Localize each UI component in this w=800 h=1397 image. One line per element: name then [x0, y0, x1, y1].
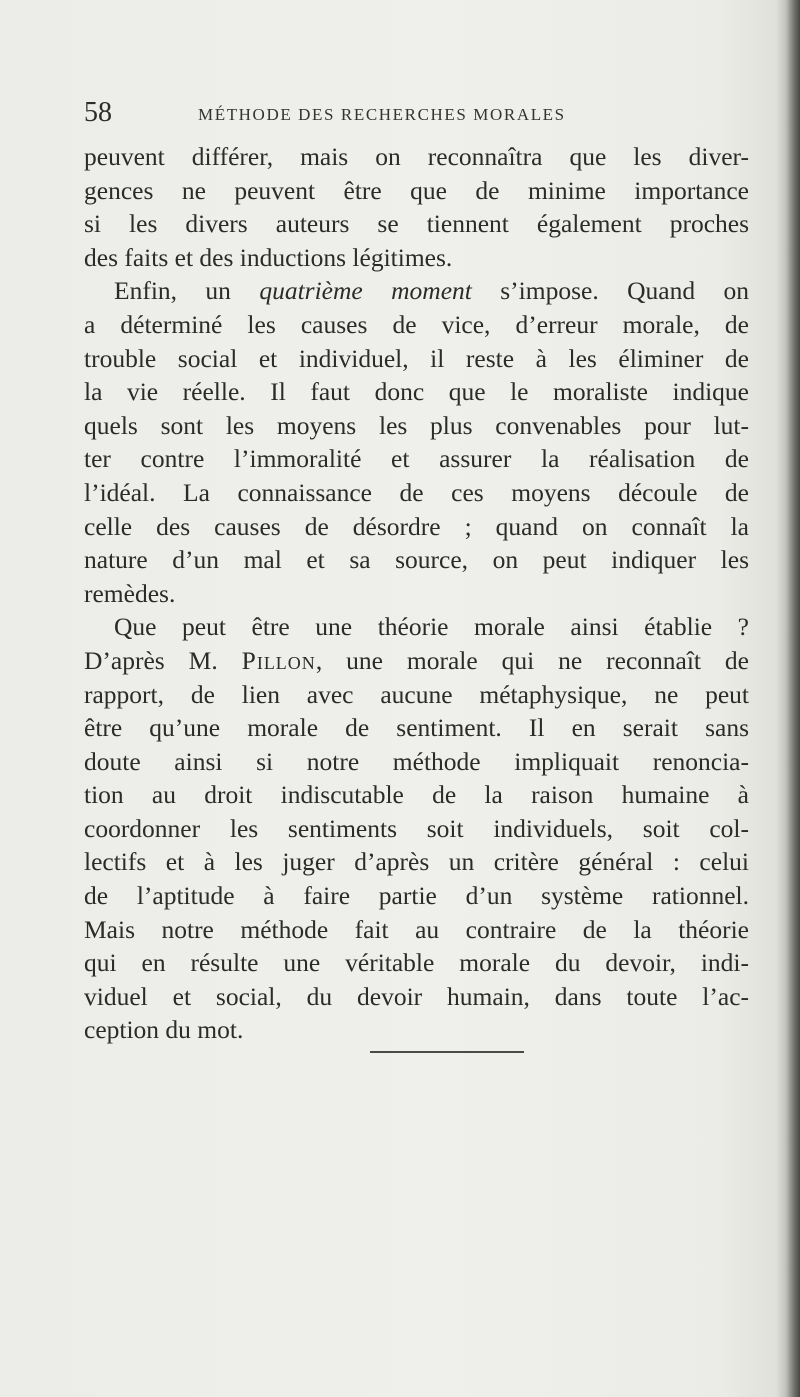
page-header: [84, 96, 740, 130]
text-run: , une morale qui ne reconnaît de: [315, 645, 750, 675]
text-line: trouble social et individuel, il reste à les éliminer de: [84, 343, 749, 373]
text-line: remèdes.: [84, 578, 176, 608]
text-line: la vie réelle. Il faut donc que le moraliste indique: [84, 377, 749, 407]
text-line: [84, 644, 749, 678]
text-line: de l’aptitude à faire partie d’un système rationnel.: [84, 881, 749, 911]
page-binding-edge: [776, 0, 800, 1397]
text-run: D’après M.: [84, 645, 242, 675]
author-name: Pillon: [241, 645, 316, 675]
italic-emphasis: quatrième moment: [259, 276, 472, 306]
section-rule: [370, 1051, 524, 1053]
text-line: a déterminé les causes de vice, d’erreur morale, de: [84, 309, 749, 339]
text-line: qui en résulte une véritable morale du devoir, indi-: [84, 948, 749, 978]
text-line: doute ainsi si notre méthode impliquait renoncia-: [84, 746, 749, 776]
text-line: viduel et social, du devoir humain, dans toute l’ac-: [84, 981, 749, 1011]
text-line: des faits et des inductions légitimes.: [84, 242, 453, 272]
text-line: rapport, de lien avec aucune métaphysique, ne peut: [84, 679, 749, 709]
text-line: ter contre l’immoralité et assurer la réalisation de: [84, 444, 749, 474]
running-title: MÉTHODE DES RECHERCHES MORALES: [198, 105, 566, 124]
text-line: quels sont les moyens les plus convenables pour lut-: [84, 410, 749, 440]
text-line: l’idéal. La connaissance de ces moyens découle de: [84, 477, 749, 507]
text-line: Mais notre méthode fait au contraire de la théorie: [84, 914, 749, 944]
text-line: nature d’un mal et sa source, on peut indiquer les: [84, 545, 749, 575]
text-line: gences ne peuvent être que de minime importance: [84, 175, 749, 205]
text-line: tion au droit indiscutable de la raison humaine à: [84, 780, 749, 810]
text-line: ception du mot.: [84, 1015, 244, 1045]
text-line: si les divers auteurs se tiennent également proches: [84, 209, 749, 239]
paragraph-start-line: [84, 274, 749, 308]
page-number: 58: [84, 97, 112, 128]
text-line: lectifs et à les juger d’après un critère général : celui: [84, 847, 749, 877]
text-run: Enfin, un: [114, 276, 260, 306]
text-line: être qu’une morale de sentiment. Il en serait sans: [84, 713, 749, 743]
text-line: peuvent différer, mais on reconnaîtra que les diver-: [84, 142, 749, 171]
body-text: [84, 140, 749, 1047]
text-line: coordonner les sentiments soit individuels, soit col-: [84, 813, 749, 843]
paragraph-start-line: Que peut être une théorie morale ainsi établie ?: [114, 612, 749, 642]
text-line: celle des causes de désordre ; quand on connaît la: [84, 511, 749, 541]
text-run: s’impose. Quand on: [471, 276, 749, 306]
